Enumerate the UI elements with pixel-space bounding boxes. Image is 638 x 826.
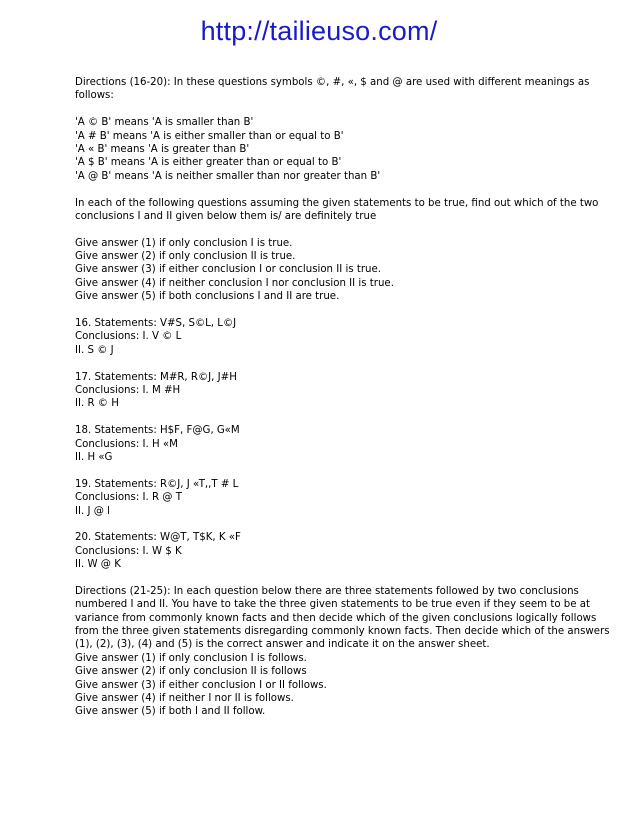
question-statement: 18. Statements: H$F, F@G, G«M	[75, 425, 240, 437]
symbol-meaning: 'A $ B' means 'A is either greater than or equal to B'	[75, 157, 342, 169]
answer-option: Give answer (5) if both I and II follow.	[75, 706, 266, 718]
question-statement: 17. Statements: M#R, R©J, J#H	[75, 371, 237, 383]
answer-options-list-2	[75, 652, 575, 719]
question-18	[75, 424, 575, 464]
answer-option: Give answer (1) if only conclusion I is follows.	[75, 652, 307, 664]
question-19	[75, 478, 575, 518]
answer-option: Give answer (3) if either conclusion I or II follows.	[75, 679, 327, 691]
question-conclusion: Conclusions: I. H «M	[75, 438, 178, 450]
text-line: In each of the following questions assuming the given statements to be true, find out which of the two	[75, 197, 599, 209]
symbol-meanings-list	[75, 116, 575, 183]
question-conclusion: Conclusions: I. M #H	[75, 384, 181, 396]
question-conclusion: II. H «G	[75, 451, 113, 463]
text-line: numbered I and II. You have to take the three given statements to be true even if they seem to be at	[75, 599, 591, 611]
text-line: Directions (16-20): In these questions symbols ©, #, «, $ and @ are used with different meanings as	[75, 77, 590, 88]
question-conclusion: II. W @ K	[75, 559, 121, 571]
text-line: (1), (2), (3), (4) and (5) is the correct answer and indicate it on the answer sheet.	[75, 639, 490, 651]
directions-21-25	[75, 585, 610, 652]
question-conclusion: II. R © H	[75, 398, 119, 410]
answer-option: Give answer (2) if only conclusion II is true.	[75, 251, 296, 263]
answer-option: Give answer (3) if either conclusion I or conclusion II is true.	[75, 264, 382, 276]
symbol-meaning: 'A # B' means 'A is either smaller than or equal to B'	[75, 130, 344, 142]
answer-option: Give answer (5) if both conclusions I and II are true.	[75, 291, 340, 303]
question-conclusion: Conclusions: I. W $ K	[75, 545, 182, 557]
question-16	[75, 317, 575, 357]
directions-16-20	[75, 76, 590, 103]
symbol-meaning: 'A © B' means 'A is smaller than B'	[75, 117, 254, 129]
site-url-link[interactable]: http://tailieuso.com/	[200, 16, 438, 46]
question-statement: 20. Statements: W@T, T$K, K «F	[75, 532, 241, 544]
text-line: Directions (21-25): In each question below there are three statements followed by two conclusions	[75, 585, 579, 597]
question-conclusion: II. S © J	[75, 344, 114, 356]
document-body	[75, 76, 610, 719]
question-conclusion: II. J @ l	[75, 505, 110, 517]
text-line: variance from commonly known facts and then decide which of the given conclusions logically follows	[75, 612, 597, 624]
answer-option: Give answer (1) if only conclusion I is true.	[75, 237, 293, 249]
text-line: conclusions I and II given below them is/ are definitely true	[75, 210, 377, 222]
answer-option: Give answer (4) if neither conclusion I nor conclusion II is true.	[75, 277, 394, 289]
symbol-meaning: 'A « B' means 'A is greater than B'	[75, 143, 250, 155]
answer-option: Give answer (2) if only conclusion II is follows	[75, 666, 307, 678]
answer-option: Give answer (4) if neither I nor II is follows.	[75, 692, 294, 704]
symbol-meaning: 'A @ B' means 'A is neither smaller than nor greater than B'	[75, 170, 381, 182]
question-statement: 16. Statements: V#S, S©L, L©J	[75, 318, 237, 330]
question-conclusion: Conclusions: I. R @ T	[75, 492, 182, 504]
question-20	[75, 531, 575, 571]
question-17	[75, 371, 575, 411]
answer-options-list	[75, 237, 575, 304]
question-conclusion: Conclusions: I. V © L	[75, 331, 182, 343]
question-statement: 19. Statements: R©J, J «T,,T # L	[75, 478, 239, 490]
instructions-paragraph	[75, 197, 599, 224]
text-line: from the three given statements disregarding commonly known facts. Then decide which of the answers	[75, 626, 610, 638]
text-line: follows:	[75, 90, 114, 102]
